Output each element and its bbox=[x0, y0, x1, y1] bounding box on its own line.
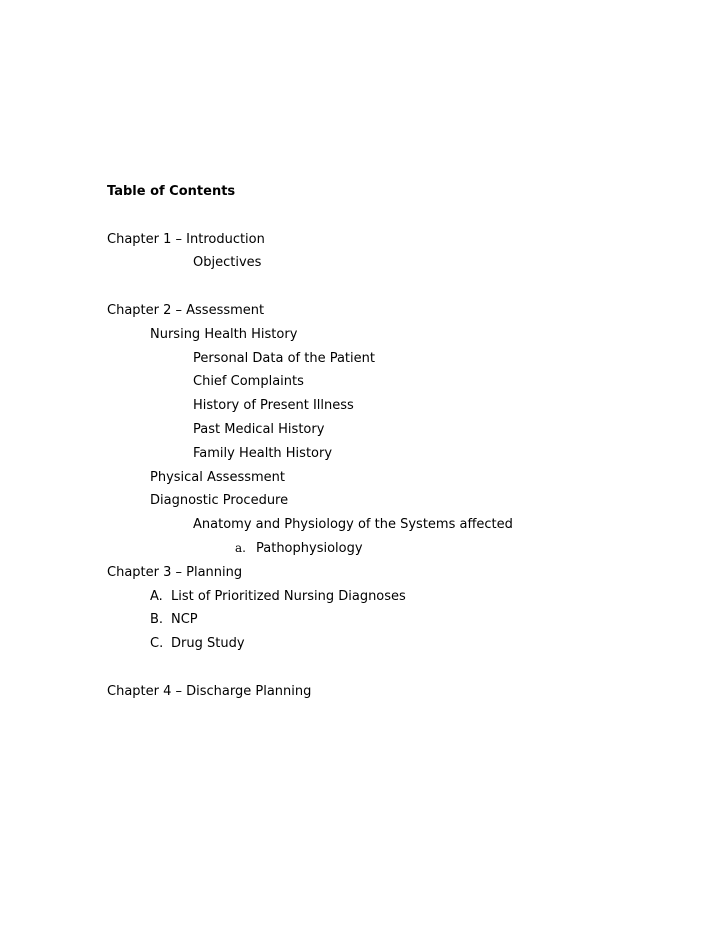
list-item-text: Drug Study bbox=[171, 636, 245, 652]
toc-item-history-present-illness: History of Present Illness bbox=[193, 398, 354, 414]
list-marker: a. bbox=[235, 540, 246, 555]
toc-item-nursing-health-history: Nursing Health History bbox=[150, 326, 298, 342]
toc-item-past-medical-history: Past Medical History bbox=[193, 421, 325, 437]
toc-item-chief-complaints: Chief Complaints bbox=[193, 374, 304, 390]
chapter-4-heading: Chapter 4 – Discharge Planning bbox=[107, 683, 312, 699]
toc-item-personal-data: Personal Data of the Patient bbox=[193, 350, 375, 366]
list-marker: C. bbox=[150, 636, 164, 652]
list-marker: A. bbox=[150, 588, 163, 604]
toc-item-diagnostic-procedure: Diagnostic Procedure bbox=[150, 493, 289, 509]
toc-item-physical-assessment: Physical Assessment bbox=[150, 469, 285, 485]
spacer bbox=[107, 275, 667, 299]
toc-item-ncp bbox=[107, 608, 667, 632]
list-item-text: List of Prioritized Nursing Diagnoses bbox=[171, 588, 406, 604]
toc-title: Table of Contents bbox=[107, 184, 236, 199]
chapter-2-heading: Chapter 2 – Assessment bbox=[107, 302, 265, 318]
toc-item-pathophysiology bbox=[107, 537, 667, 561]
list-item-text: Pathophysiology bbox=[256, 540, 363, 556]
spacer bbox=[107, 204, 667, 228]
spacer bbox=[107, 656, 667, 680]
chapter-1-heading: Chapter 1 – Introduction bbox=[107, 231, 265, 247]
toc-item-prioritized-diagnoses bbox=[107, 585, 667, 609]
table-of-contents bbox=[107, 180, 667, 704]
list-item-text: NCP bbox=[171, 612, 198, 628]
toc-item-drug-study bbox=[107, 632, 667, 656]
toc-item-objectives: Objectives bbox=[193, 255, 262, 271]
list-marker: B. bbox=[150, 612, 164, 628]
chapter-3-heading: Chapter 3 – Planning bbox=[107, 564, 243, 580]
toc-item-family-health-history: Family Health History bbox=[193, 445, 333, 461]
toc-item-anatomy-physiology: Anatomy and Physiology of the Systems affected bbox=[193, 517, 513, 533]
